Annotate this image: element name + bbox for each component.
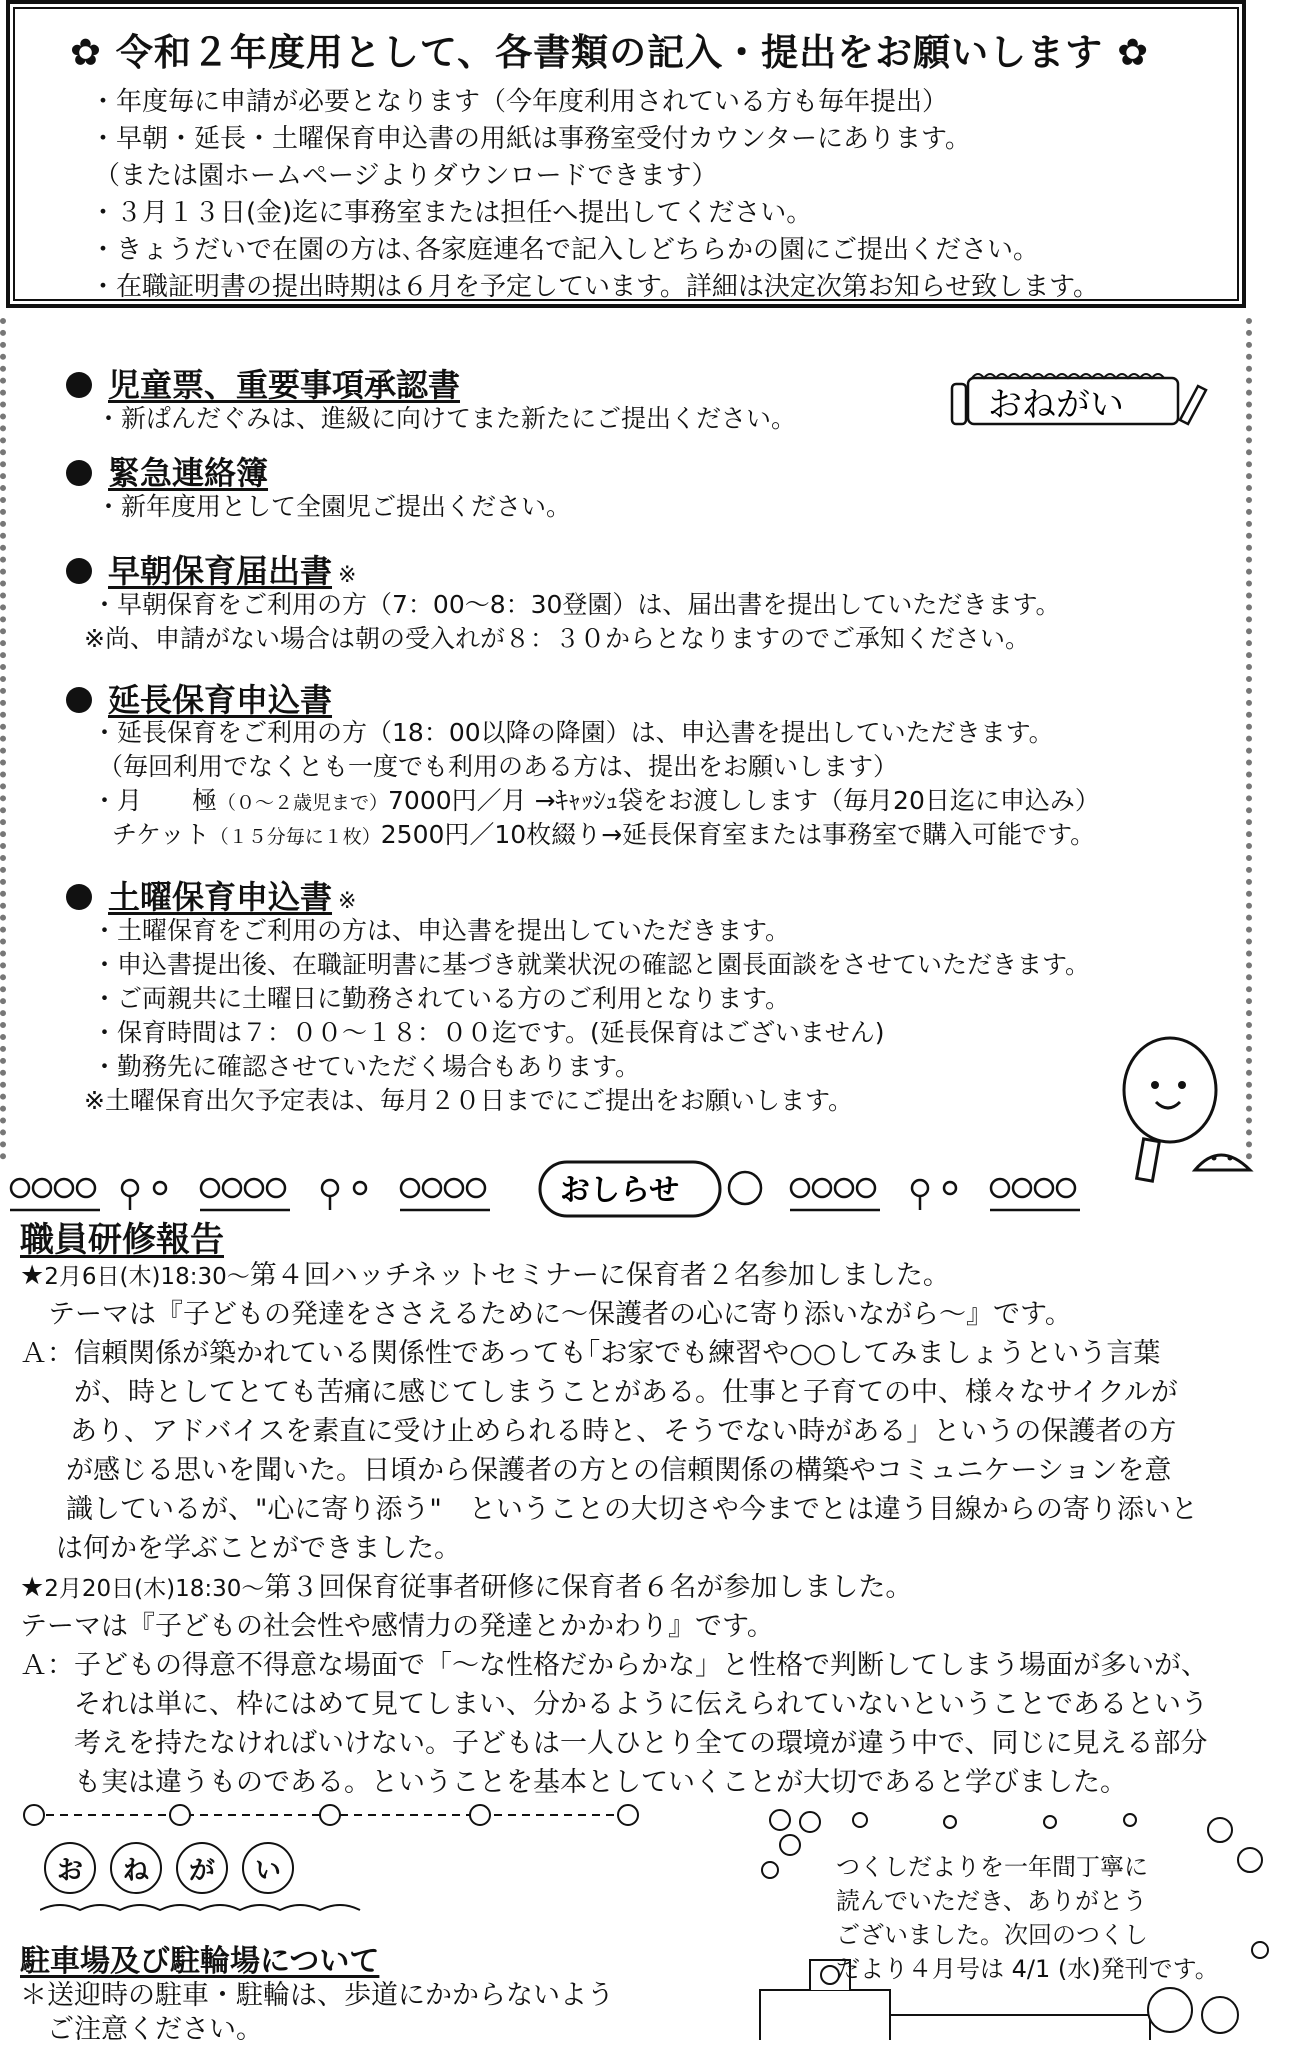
fee-line [112, 818, 1095, 854]
report-answer-line: Ａ：信頼関係が築かれている関係性であっても｢お家でも練習や○○してみましょうという言葉 [20, 1338, 1161, 1369]
report-head-text: 第４回ハッチネットセミナーに保育者２名参加しました。 [249, 1260, 950, 1291]
fee-line [92, 784, 1100, 820]
section-title: 延長保育申込書 [108, 681, 333, 719]
note-mark: ※ [338, 563, 357, 588]
report-date: 2月6日(木)18:30～ [44, 1264, 250, 1290]
report-answer-line: 考えを持たなければいけない。子どもは一人ひとり全ての環境が違う中で、同じに見える部分 [74, 1728, 1208, 1759]
onegai-bubble: い [242, 1842, 294, 1894]
section-line: ・新年度用として全園児ご提出ください。 [96, 492, 572, 521]
bullet-icon [66, 460, 92, 486]
report-date: 2月20日(木)18:30～ [44, 1576, 265, 1602]
section-line: ・保育時間は７：００～１８：００迄です。(延長保育はございません) [92, 1018, 885, 1047]
top-title-row [70, 22, 1149, 76]
report-answer-line: 識しているが、"心に寄り添う" ということの大切さや今までとは違う目線からの寄り添いと [66, 1494, 1198, 1525]
onegai-bubbles [44, 1842, 294, 1894]
report-title: 職員研修報告 [20, 1220, 224, 1260]
report-answer-line: が、時としてとても苦痛に感じてしまうことがある。仕事と子育ての中、様々なサイクルが [74, 1377, 1178, 1408]
notice-line: ございました。次回のつくし [836, 1921, 1148, 1949]
section-title: 児童票、重要事項承認書 [108, 366, 461, 404]
section-heading [66, 675, 332, 721]
parking-line: ＊送迎時の駐車・駐輪は、歩道にかからないよう [20, 1980, 614, 2011]
fee-note: （０～２歳児まで） [217, 792, 389, 814]
section-heading [66, 872, 356, 918]
note-mark: ※ [338, 889, 357, 914]
section-line: ※土曜保育出欠予定表は、毎月２０日までにご提出をお願いします。 [84, 1086, 853, 1115]
report-answer-line: は何かを学ぶことができました。 [56, 1533, 461, 1564]
onegai-tag-illustration [948, 370, 1208, 432]
section-title: 早朝保育届出書 [108, 552, 333, 590]
section-line: ・早朝保育をご利用の方（7：00～8：30登園）は、届出書を提出していただきます。 [92, 590, 1061, 619]
report-answer-line: それは単に、枠にはめて見てしまい、分かるように伝えられていないということであるという [74, 1689, 1208, 1720]
report-head-text: 第３回保育従事者研修に保育者６名が参加しました。 [264, 1572, 913, 1603]
star-icon: ★ [20, 1260, 45, 1291]
report-item-head [20, 1568, 912, 1609]
fee-detail: 2500円／10枚綴り→延長保育室または事務室で購入可能です。 [380, 820, 1096, 849]
top-line: ・早朝・延長・土曜保育申込書の用紙は事務室受付カウンターにあります。 [90, 124, 971, 154]
section-line: ・新ぱんだぐみは、進級に向けてまた新たにご提出ください。 [96, 404, 797, 433]
top-line: ・きょうだいで在園の方は､各家庭連名で記入しどちらかの園にご提出ください。 [90, 235, 1040, 265]
bullet-icon [66, 884, 92, 910]
top-line: ・３月１３日(金)迄に事務室または担任へ提出してください。 [90, 198, 813, 228]
section-line: ・延長保育をご利用の方（18：00以降の降園）は、申込書を提出していただきます。 [92, 718, 1054, 747]
flower-divider [20, 1800, 640, 1830]
section-heading [66, 448, 268, 494]
notice-line: だより４月号は 4/1 (水)発刊です。 [836, 1955, 1219, 1983]
fee-detail: 7000円／月 →ｷｬｯｼｭ袋をお渡しします（毎月20日迄に申込み） [388, 786, 1100, 815]
top-line: ・在職証明書の提出時期は６月を予定しています。詳細は決定次第お知らせ致します。 [90, 272, 1100, 302]
bullet-icon [66, 687, 92, 713]
notice-line: 読んでいただき、ありがとう [836, 1887, 1148, 1915]
onegai-tag-text: おねがい [988, 385, 1124, 425]
bullet-icon [66, 558, 92, 584]
report-answer-line: が感じる思いを聞いた。日頃から保護者の方との信頼関係の構築やコミュニケーションを意 [66, 1455, 1172, 1486]
section-line: ※尚、申請がない場合は朝の受入れが８：３０からとなりますのでご承知ください。 [84, 624, 1030, 653]
top-lines [90, 84, 1099, 306]
star-icon: ★ [20, 1572, 45, 1603]
onegai-bubble: が [176, 1842, 228, 1894]
section-heading [66, 546, 356, 592]
top-title: 令和２年度用として、各書類の記入・提出をお願いします [115, 31, 1104, 74]
section-title: 土曜保育申込書 [108, 878, 333, 916]
sprout-decoration [40, 1898, 370, 1918]
flower-icon: ✿ [70, 31, 103, 74]
section-line: （毎回利用でなくとも一度でも利用のある方は、提出をお願いします） [98, 752, 899, 781]
report-answer-line: Ａ：子どもの得意不得意な場面で「～な性格だからかな」と性格で判断してしまう場面が多いが、 [20, 1650, 1208, 1681]
fee-label: ・月 極 [92, 786, 218, 815]
top-line: （または園ホームページよりダウンロードできます） [94, 161, 718, 191]
fee-label: チケット [112, 820, 210, 849]
bullet-icon [66, 372, 92, 398]
top-notice-box [6, 0, 1246, 308]
flower-icon: ✿ [1117, 31, 1150, 74]
section-line: ・ご両親共に土曜日に勤務されている方のご利用となります。 [92, 984, 791, 1013]
parking-line: ご注意ください。 [20, 2014, 263, 2045]
report-item-head [20, 1256, 950, 1297]
notice-text [836, 1850, 1219, 1986]
report-theme: テーマは『子どもの発達をささえるために～保護者の心に寄り添いながら～』です。 [48, 1299, 1072, 1330]
onegai-bubble: お [44, 1842, 96, 1894]
section-heading [66, 360, 460, 406]
notice-line: つくしだよりを一年間丁寧に [836, 1853, 1148, 1881]
report-answer-line: あり、アドバイスを素直に受け止められる時と、そうでない時がある」というの保護者の方 [70, 1416, 1177, 1447]
onegai-bubble: ね [110, 1842, 162, 1894]
section-line: ・勤務先に確認させていただく場合もあります。 [92, 1052, 641, 1081]
section-line: ・土曜保育をご利用の方は、申込書を提出していただきます。 [92, 916, 791, 945]
report-theme: テーマは『子どもの社会性や感情力の発達とかかわり』です。 [20, 1611, 774, 1642]
banner-label: おしらせ [560, 1173, 680, 1208]
section-line: ・申込書提出後、在職証明書に基づき就業状況の確認と園長面談をさせていただきます。 [92, 950, 1091, 979]
section-title: 緊急連絡簿 [108, 454, 269, 492]
report-answer-line: も実は違うものである。ということを基本としていくことが大切であると学びました。 [74, 1767, 1127, 1798]
fee-note: （１５分毎に１枚） [209, 826, 381, 848]
parking-title: 駐車場及び駐輪場について [20, 1944, 380, 1979]
top-line: ・年度毎に申請が必要となります（今年度利用されている方も毎年提出） [90, 87, 949, 117]
